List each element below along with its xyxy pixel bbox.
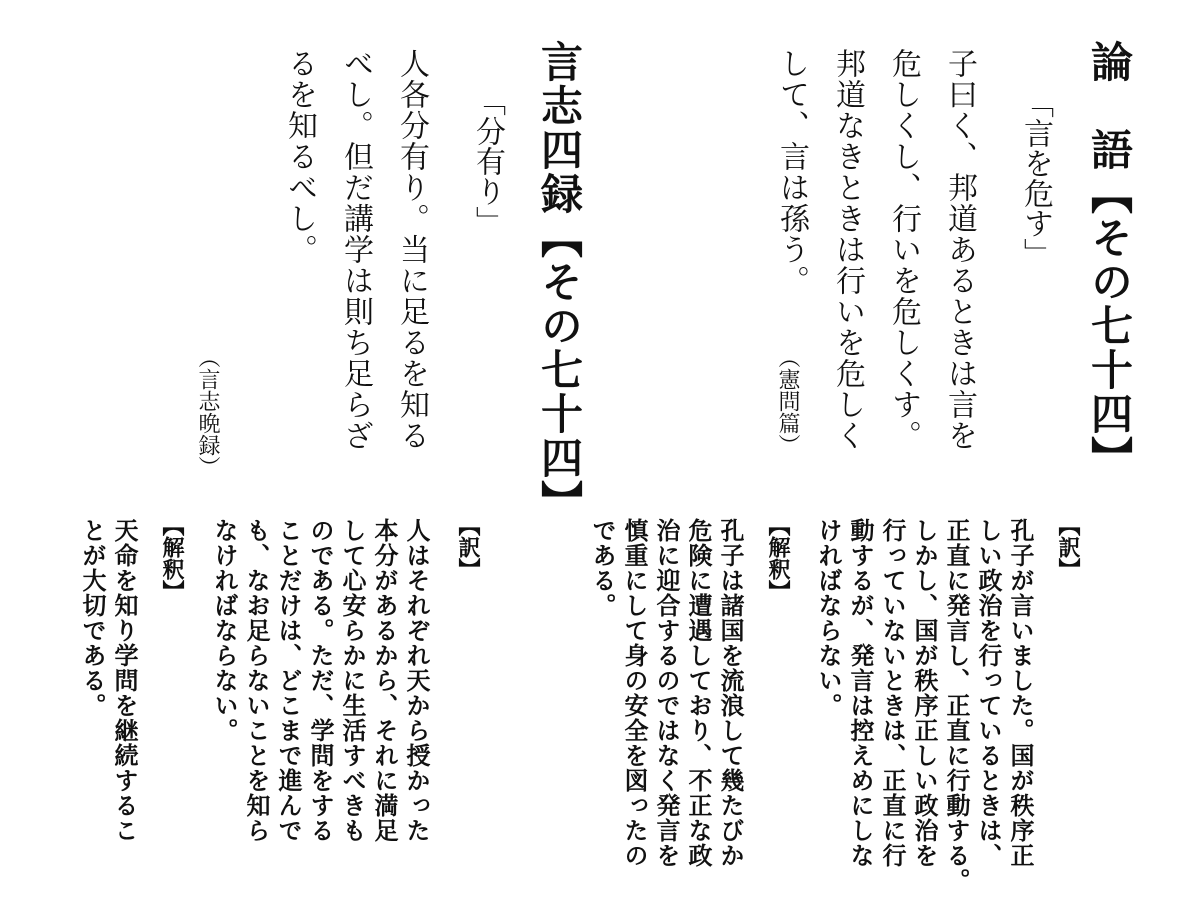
rongo-text-line-4: して、言は孫う。 (774, 48, 809, 296)
genshi-translation-line-2: 本分があるから、それに満足 (370, 518, 398, 843)
genshi-translation-line-5: ことだけは、どこまで進んで (274, 518, 302, 843)
rongo-translation-line-3: 正直に発言し、正直に行動する。 (942, 518, 970, 893)
rongo-translation-line-4: しかし、国が秩序正しい政治を (910, 518, 938, 868)
genshi-title: 言志四録【その七十四】 (535, 40, 584, 524)
genshi-commentary-label: 【解釈】 (159, 514, 184, 602)
genshi-translation-line-4: のである。ただ、学問をする (306, 518, 334, 843)
rongo-translation-label: 【訳】 (1055, 514, 1080, 580)
rongo-commentary-line-4: 慎重にして身の安全を図ったの (620, 518, 648, 868)
rongo-commentary-label: 【解釈】 (765, 514, 790, 602)
rongo-text-line-2: 危しくし、行いを危しくす。 (886, 48, 921, 451)
genshi-quote-title: 「分有り」 (470, 86, 505, 236)
genshi-text-line-1: 人各分有り。当に足るを知る (394, 48, 429, 451)
genshi-source: （言志晩録） (195, 346, 220, 478)
rongo-translation-line-5: 行っていないときは、正直に行 (878, 518, 906, 868)
genshi-translation-line-3: して心安らかに生活すべきも (338, 518, 366, 843)
rongo-text-line-1: 子曰く、邦道あるときは言を (942, 48, 977, 451)
genshi-text-line-3: るを知るべし。 (282, 48, 317, 265)
rongo-commentary-line-3: 治に迎合するのではなく発言を (652, 518, 680, 868)
rongo-translation-line-1: 孔子が言いました。国が秩序正 (1006, 518, 1034, 868)
rongo-commentary-line-2: 危険に遭遇しており、不正な政 (684, 518, 712, 868)
rongo-translation-line-6: 動するが、発言は控えめにしな (846, 518, 874, 868)
genshi-translation-line-7: なければならない。 (210, 518, 238, 743)
rongo-commentary-line-1: 孔子は諸国を流浪して幾たびか (716, 518, 744, 868)
rongo-translation-line-2: しい政治を行っているときは、 (974, 518, 1002, 868)
rongo-quote-title: 「言を危す」 (1018, 88, 1053, 268)
genshi-text-line-2: べし。但だ講学は則ち足らざ (338, 48, 373, 451)
rongo-text-line-3: 邦道なきときは行いを危しく (830, 48, 865, 451)
genshi-commentary-line-2: とが大切である。 (78, 518, 106, 718)
rongo-title: 論 語【その七十四】 (1085, 40, 1134, 480)
rongo-commentary-line-5: である。 (588, 518, 616, 618)
genshi-translation-line-1: 人はそれぞれ天から授かった (402, 518, 430, 843)
genshi-commentary-line-1: 天命を知り学問を継続するこ (110, 518, 138, 843)
genshi-translation-label: 【訳】 (455, 514, 480, 580)
rongo-translation-line-7: ければならない。 (814, 518, 842, 718)
rongo-source: （憲問篇） (775, 346, 800, 456)
genshi-translation-line-6: も、なお足らないことを知ら (242, 518, 270, 843)
